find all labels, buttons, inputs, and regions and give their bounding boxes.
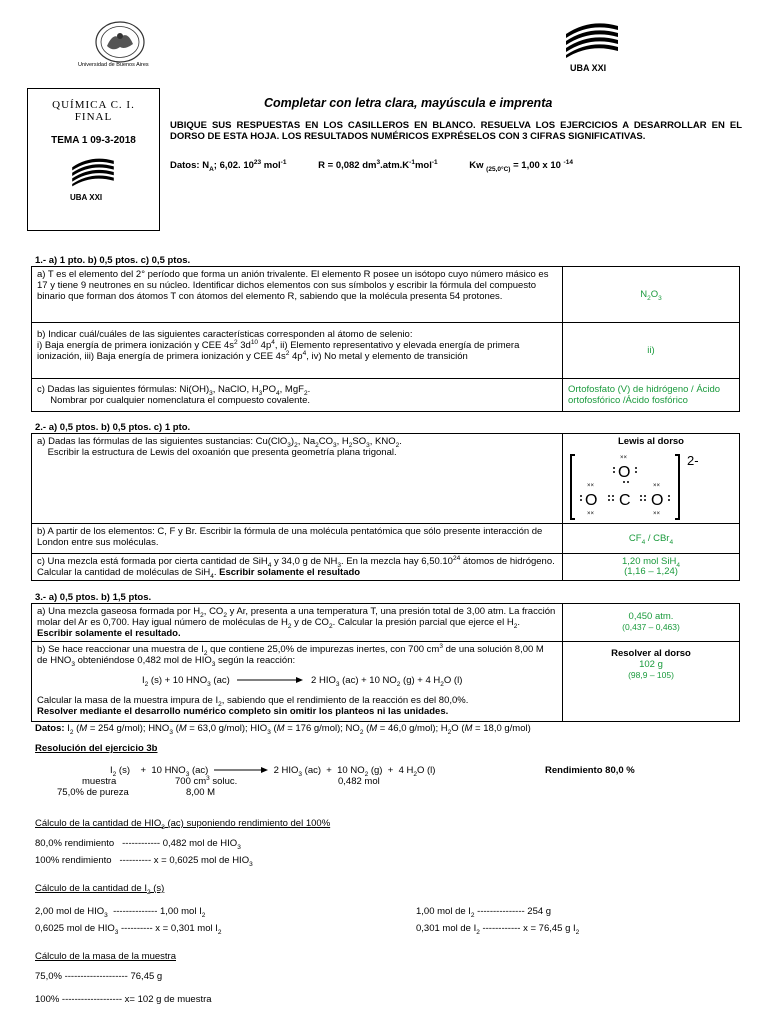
q1-heading: 1.- a) 1 pto. b) 0,5 ptos. c) 0,5 ptos.	[35, 255, 191, 266]
uba-seal	[93, 20, 147, 64]
q3-a-range: (0,437 – 0,463)	[622, 622, 680, 632]
resolution-under-molarity: 8,00 M	[186, 787, 216, 798]
q3-a-value: 0,450 atm.	[628, 611, 674, 622]
instruction-body: UBIQUE SUS RESPUESTAS EN LOS CASILLEROS EN BLANCO. RESUELVA LOS EJERCICIOS A DESARROLLAR EN EL DORSO DE ESTA HOJA. LOS RESULTADOS NUMÉRICOS EXPRÉSELOS CON 3 CIFRAS SIGNIFICATIVAS.	[170, 120, 742, 142]
q3-b-range: (98,9 – 105)	[628, 670, 674, 680]
uba-xxi-text-top: UBA XXI	[570, 63, 607, 73]
q2-row-a	[32, 434, 740, 524]
resolution-arrow-icon	[213, 766, 269, 774]
q1-b-question: b) Indicar cuál/cuáles de las siguientes características corresponden al átomo de selenio: i) Baja energía de primera ionización y CEE $4s^2$ $3d^{10}$ $4p^4$, ii) Elemento representativo y elevada energía de primera ionización, iii) Baja energía de primera ionización y CEE $4s^2$ $4p^4$, iv) No metal y elemento de transición	[32, 323, 563, 379]
box-tema-date: TEMA 1 09-3-2018	[51, 135, 136, 146]
box-title-final: FINAL	[74, 111, 113, 123]
q3-b-instruction: Resolver mediante el desarrollo numérico completo sin omitir los planteos ni las unidades.	[37, 706, 449, 717]
q2-row-b	[32, 524, 740, 554]
resolution-reaction: $I_2$ (s) + 10 $HNO_3$ (ac) 2 $HIO_3$ (ac) + 10 $NO_2$ (g) + 4 $H_2O$ (l)	[110, 765, 436, 778]
q1-b-answer: ii)	[563, 323, 740, 379]
sec3-title: Cálculo de la masa de la muestra	[35, 951, 176, 962]
q1-row-b	[32, 323, 740, 379]
lewis-o-top: O	[618, 464, 631, 481]
lewis-dots-left-top: ××	[587, 483, 595, 489]
q3-b-label: Resolver al dorso	[611, 648, 691, 659]
q1-c-line2: Nombrar por cualquier nomenclatura el compuesto covalente.	[50, 395, 311, 406]
box-title-subject: QUÍMICA C. I.	[52, 99, 135, 111]
q3-b-value: 102 g	[639, 659, 663, 670]
uba-xxi-logo-top	[562, 20, 622, 73]
q2-c-question: c) Una mezcla está formada por cierta cantidad de SiH$_4$ y 34,0 g de $NH_3$. En la mezcla hay 6,50.10$^{24}$ átomos de hidrógeno. Calcular la cantidad de moléculas de SiH$_4$. Escribir solamente el resultado	[32, 554, 563, 581]
sec2-line1: 2,00 mol de $HIO_3$ -------------- 1,00 mol $I_2$	[35, 906, 206, 919]
q3-a-answer	[563, 604, 740, 642]
q3-b-reaction: $I_2$ (s) + 10 $HNO_3$ (ac) 2 $HIO_3$ (ac) + 10 $NO_2$ (g) + 4 $H_2O$ (l)	[142, 675, 463, 688]
sec1-title: Cálculo de la cantidad de $HIO_3$ (ac) suponiendo rendimiento del 100%	[35, 818, 331, 831]
q2-b-answer: $CF_4 / CBr_4$	[563, 524, 740, 554]
resolution-under-volume: 700 $cm^3$ soluc.	[175, 774, 238, 787]
q2-a-question: a) Dadas las fórmulas de las siguientes sustancias: $Cu(ClO_3)_2$, $Na_2CO_3$, $H_2SO_3$, $KNO_2$. Escribir la estructura de Lewis del oxoanión que presenta geometría plana trigonal.	[32, 434, 563, 524]
box-logo	[68, 156, 128, 202]
lewis-carbonate-structure	[565, 451, 755, 523]
q3-a-question: a) Una mezcla gaseosa formada por $H_2$, $CO_2$ y Ar, presenta a una temperatura T, una presión total de 3,00 atm. La fracción molar del Ar es 0,700. Hay igual número de moléculas de $H_2$ y de $CO_2$. Calcular la presión parcial que ejerce el $H_2$. Escribir solamente el resultado.	[32, 604, 563, 642]
resolution-under-purity: 75,0% de pureza	[57, 787, 129, 798]
reaction-arrow-icon	[236, 676, 304, 684]
sec2-title: Cálculo de la cantidad de $I_2$ (s)	[35, 883, 165, 896]
instruction-title: Completar con letra clara, mayúscula e imprenta	[264, 96, 553, 110]
q3-b-question: b) Se hace reaccionar una muestra de $I_2$ que contiene 25,0% de impurezas inertes, con 700 $cm^3$ de una solución 8,00 M de $HNO_3$ obteniéndose 0,482 mol de $HIO_3$ según la reacción: $I_2$ (s) + 10 $HNO_3$ (ac) 2 $HIO_3$ (ac) + 10 $NO_2$ (g) + 4 $H_2O$ (l) Calcular la masa de la muestra impura de $I_2$, sabiendo que el rendimiento de la reacción es del 80,0%. Resolver mediante el desarrollo numérico completo sin omitir los planteos ni las unidades.	[32, 642, 563, 722]
sec1-line2: 100% rendimiento ---------- x = 0,6025 mol de $HIO_3$	[35, 855, 253, 868]
lewis-dots-left-bottom: ××	[587, 511, 595, 517]
uba-xxi-stripes-icon-small	[68, 156, 118, 188]
q1-a-question: a) T es el elemento del 2° período que forma un anión trivalente. El elemento R posee un isótopo cuyo número másico es 17 y tiene 9 neutrones en su núcleo. Identificar dichos elementos con sus símbolos y escribir la fórmula del compuesto binario que forman dos átomos T con átomos del elemento R, sabiendo que la molécula presenta 54 protones.	[32, 267, 563, 323]
resolution-title: Resolución del ejercicio 3b	[35, 743, 158, 754]
box-logo-text: UBA XXI	[70, 193, 103, 202]
sec2-line4: 0,301 mol de $I_2$ ------------ x = 76,45 g $I_2$	[416, 923, 580, 936]
lewis-dots-right-top: ××	[653, 483, 661, 489]
sec2-line3: 1,00 mol de $I_2$ --------------- 254 g	[416, 906, 552, 919]
exam-title-box	[27, 88, 160, 231]
q1-c-question: c) Dadas las siguientes fórmulas: $Ni(OH)_3$, NaClO, $H_3PO_4$, MgF$_2$. Nombrar por cualquier nomenclatura el compuesto covalente.	[32, 379, 563, 412]
q2-row-c	[32, 554, 740, 581]
resolution-under-muestra: muestra	[82, 776, 117, 787]
q2-a-line2: Escribir la estructura de Lewis del oxoanión que presenta geometría plana trigonal.	[47, 447, 397, 458]
uba-seal-icon	[93, 20, 147, 64]
sec3-line1: 75,0% -------------------- 76,45 g	[35, 971, 163, 982]
lewis-dots-top: ××	[620, 455, 628, 461]
q3-data-line: Datos: $I_2$ (M = 254 g/mol); $HNO_3$ (M = 63,0 g/mol); $HIO_3$ (M = 176 g/mol); $NO_2$ (M = 46,0 g/mol); $H_2O$ (M = 18,0 g/mol)	[35, 723, 531, 736]
constants-line: Datos: $N_A$; 6,02. $10^{23}$ mol$^{-1}$ R = 0,082 $dm^3.atm.K^{-1}mol^{-1}$ Kw $_{(25,0^\circ C)}$ = 1,00 x 10 $^{-14}$	[170, 158, 573, 173]
sec3-line2: 100% ------------------- x= 102 g de muestra	[35, 994, 212, 1005]
q2-a-answer	[563, 434, 740, 524]
q3-table	[31, 603, 740, 722]
resolution-yield: Rendimiento 80,0 %	[545, 765, 635, 776]
q2-table	[31, 433, 740, 581]
q1-c-answer: Ortofosfato (V) de hidrógeno / Ácido ortofosfórico /Ácido fosfórico	[563, 379, 740, 412]
q1-row-a	[32, 267, 740, 323]
q3-row-b	[32, 642, 740, 722]
q1-a-answer: $N_2O_3$	[563, 267, 740, 323]
q3-b-answer	[563, 642, 740, 722]
q3-row-a	[32, 604, 740, 642]
q2-heading: 2.- a) 0,5 ptos. b) 0,5 ptos. c) 1 pto.	[35, 422, 191, 433]
q3-heading: 3.- a) 0,5 ptos. b) 1,5 ptos.	[35, 592, 152, 603]
lewis-c-center: C	[619, 492, 631, 509]
lewis-o-right: O	[651, 492, 664, 509]
q1-table	[31, 266, 740, 412]
sec2-line2: 0,6025 mol de $HIO_3$ ---------- x = 0,301 mol $I_2$	[35, 923, 222, 936]
uba-xxi-stripes-icon	[562, 20, 622, 60]
q2-c-answer: 1,20 mol SiH$_4$ (1,16 – 1,24)	[563, 554, 740, 581]
lewis-label: Lewis al dorso	[618, 436, 684, 447]
q1-row-c	[32, 379, 740, 412]
lewis-dots-right-bottom: ××	[653, 511, 661, 517]
q2-b-question: b) A partir de los elementos: C, F y Br. Escribir la fórmula de una molécula pentatómica que sólo presente interacción de London entre sus moléculas.	[32, 524, 563, 554]
sec1-line1: 80,0% rendimiento ------------ 0,482 mol de $HIO_3$	[35, 838, 241, 851]
lewis-charge: 2-	[687, 453, 699, 468]
resolution-under-mol: 0,482 mol	[338, 776, 380, 787]
uba-caption: Universidad de Buenos Aires	[78, 62, 149, 68]
lewis-o-left: O	[585, 492, 598, 509]
